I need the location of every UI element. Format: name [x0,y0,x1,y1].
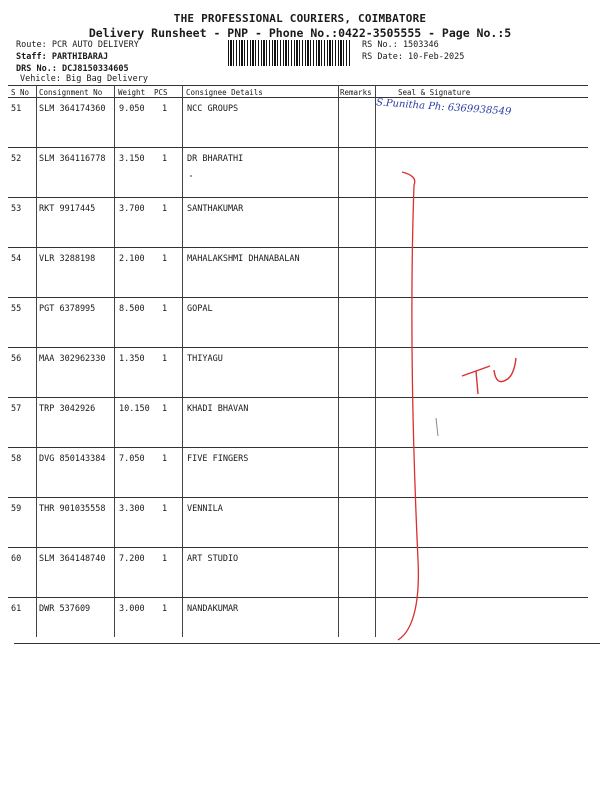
cell-consignee: FIVE FINGERS [187,454,249,464]
cell-weight: 3.150 [119,154,145,164]
cell-sno: 52 [11,154,22,164]
cell-consignment: PGT 6378995 [39,304,96,314]
cell-consignee: MAHALAKSHMI DHANABALAN [187,254,300,264]
cell-sno: 59 [11,504,22,514]
stray-dot [190,175,192,177]
col-header-pcs: PCS [154,88,168,97]
company-title: THE PROFESSIONAL COURIERS, COIMBATORE [173,12,427,25]
cell-pcs: 1 [162,254,168,264]
cell-sno: 60 [11,554,22,564]
cell-consignee: NANDAKUMAR [187,604,239,614]
red-tu-mark [462,358,516,394]
cell-consignee: KHADI BHAVAN [187,404,249,414]
cell-pcs: 1 [162,154,168,164]
col-header-sno: S No [11,88,30,97]
rs-date: RS Date: 10-Feb-2025 [362,52,465,62]
cell-sno: 57 [11,404,22,414]
cell-consignee: VENNILA [187,504,223,514]
handwritten-signature: S.Punitha Ph: 6369938549 [375,97,512,118]
cell-pcs: 1 [162,454,168,464]
cell-weight: 10.150 [119,404,150,414]
red-bracket-stroke [398,172,418,640]
route-label: Route: PCR AUTO DELIVERY [16,40,139,50]
rs-number: RS No.: 1503346 [362,40,439,50]
vehicle-label: Vehicle: Big Bag Delivery [20,74,148,84]
col-header-weight: Weight [118,88,146,97]
cell-consignee: DR BHARATHI [187,154,244,164]
cell-pcs: 1 [162,104,168,114]
cell-pcs: 1 [162,554,168,564]
cell-sno: 53 [11,204,22,214]
cell-sno: 55 [11,304,22,314]
cell-consignee: SANTHAKUMAR [187,204,244,214]
cell-consignment: SLM 364174360 [39,104,106,114]
cell-pcs: 1 [162,604,168,614]
cell-pcs: 1 [162,504,168,514]
cell-weight: 7.200 [119,554,145,564]
cell-consignee: NCC GROUPS [187,104,239,114]
cell-consignment: TRP 3042926 [39,404,96,414]
runsheet-subtitle: Delivery Runsheet - PNP - Phone No.:0422-3505555 - Page No.:5 [88,26,512,40]
cell-weight: 8.500 [119,304,145,314]
cell-consignee: GOPAL [187,304,213,314]
staff-label: Staff: PARTHIBARAJ [16,52,109,62]
cell-consignment: DWR 537609 [39,604,91,614]
cell-sno: 54 [11,254,22,264]
cell-pcs: 1 [162,204,168,214]
cell-pcs: 1 [162,354,168,364]
cell-weight: 7.050 [119,454,145,464]
cell-weight: 3.000 [119,604,145,614]
cell-consignee: ART STUDIO [187,554,239,564]
cell-consignment: VLR 3288198 [39,254,96,264]
cell-pcs: 1 [162,304,168,314]
cell-sno: 61 [11,604,22,614]
col-header-seal: Seal & Signature [398,88,471,97]
cell-sno: 58 [11,454,22,464]
cell-consignment: SLM 364116778 [39,154,106,164]
cell-weight: 3.300 [119,504,145,514]
col-header-consignee: Consignee Details [186,88,263,97]
cell-consignment: MAA 302962330 [39,354,106,364]
cell-consignment: RKT 9917445 [39,204,96,214]
grey-pencil-stroke [436,418,438,436]
cell-consignment: SLM 364148740 [39,554,106,564]
cell-pcs: 1 [162,404,168,414]
cell-weight: 9.050 [119,104,145,114]
drs-number: DRS No.: DCJ8150334605 [16,64,129,74]
cell-consignment: THR 901035558 [39,504,106,514]
cell-weight: 2.100 [119,254,145,264]
col-header-consignment: Consignment No [39,88,103,97]
cell-consignee: THIYAGU [187,354,223,364]
cell-consignment: DVG 850143384 [39,454,106,464]
col-header-remarks: Remarks [340,88,372,97]
cell-sno: 56 [11,354,22,364]
cell-weight: 1.350 [119,354,145,364]
cell-weight: 3.700 [119,204,145,214]
cell-sno: 51 [11,104,22,114]
